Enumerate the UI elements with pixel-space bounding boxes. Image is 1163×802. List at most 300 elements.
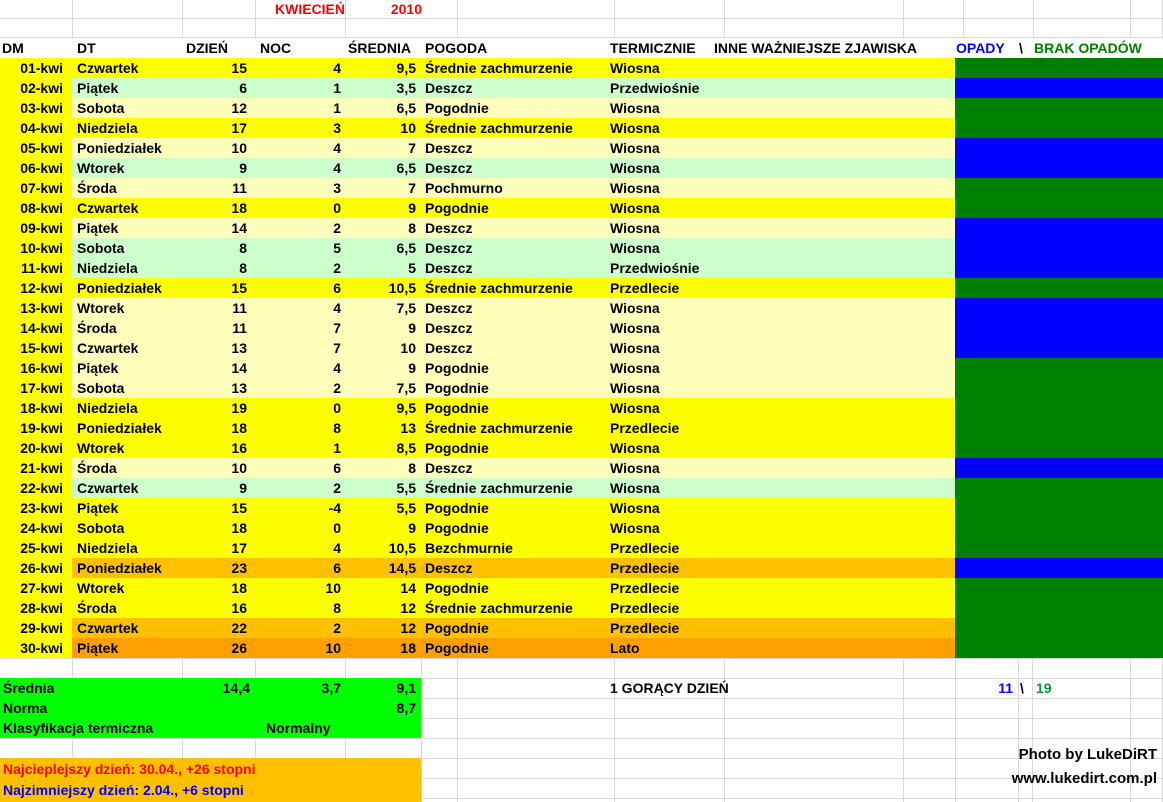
header-srednia[interactable]: ŚREDNIA bbox=[348, 40, 412, 56]
cell-date[interactable]: 15-kwi bbox=[0, 338, 72, 358]
cell-weather[interactable]: Pogodnie bbox=[425, 580, 489, 596]
precipitation-indicator[interactable] bbox=[955, 438, 1163, 458]
summary-avg-mean[interactable]: 9,1 bbox=[396, 680, 416, 696]
cell-day-name[interactable]: Piątek bbox=[77, 640, 119, 656]
cell-thermal[interactable]: Wiosna bbox=[610, 160, 660, 176]
table-row bbox=[0, 58, 1163, 78]
cell-avg-temp[interactable]: 8,5 bbox=[396, 440, 416, 456]
gridline bbox=[421, 658, 422, 802]
cell-date[interactable]: 03-kwi bbox=[0, 98, 72, 118]
cell-date[interactable]: 14-kwi bbox=[0, 318, 72, 338]
cell-date[interactable]: 01-kwi bbox=[0, 58, 72, 78]
table-row bbox=[0, 578, 1163, 598]
cell-night-temp[interactable]: 1 bbox=[333, 100, 341, 116]
cell-thermal[interactable]: Wiosna bbox=[610, 360, 660, 376]
cell-day-temp[interactable]: 6 bbox=[239, 80, 247, 96]
cell-weather[interactable]: Deszcz bbox=[425, 160, 473, 176]
gridline bbox=[182, 0, 183, 38]
cell-avg-temp[interactable]: 14 bbox=[400, 580, 416, 596]
table-row bbox=[0, 558, 1163, 578]
cell-date[interactable]: 19-kwi bbox=[0, 418, 72, 438]
cell-night-temp[interactable]: 10 bbox=[325, 640, 341, 656]
cell-night-temp[interactable]: 2 bbox=[333, 260, 341, 276]
cell-day-temp[interactable]: 9 bbox=[239, 160, 247, 176]
cell-weather[interactable]: Pogodnie bbox=[425, 200, 489, 216]
cell-avg-temp[interactable]: 7,5 bbox=[396, 380, 416, 396]
cell-day-name[interactable]: Czwartek bbox=[77, 340, 139, 356]
cell-thermal[interactable]: Przedlecie bbox=[610, 280, 680, 296]
cell-avg-temp[interactable]: 14,5 bbox=[388, 560, 416, 576]
precipitation-indicator[interactable] bbox=[955, 638, 1163, 658]
count-separator: \ bbox=[1020, 680, 1024, 696]
cell-day-temp[interactable]: 19 bbox=[231, 400, 247, 416]
precipitation-indicator[interactable] bbox=[955, 278, 1163, 298]
precipitation-indicator[interactable] bbox=[955, 538, 1163, 558]
cell-thermal[interactable]: Wiosna bbox=[610, 480, 660, 496]
cell-weather[interactable]: Średnie zachmurzenie bbox=[425, 480, 573, 496]
gridline bbox=[1033, 0, 1034, 38]
cell-date[interactable]: 26-kwi bbox=[0, 558, 72, 578]
table-row bbox=[0, 218, 1163, 238]
cell-date[interactable]: 16-kwi bbox=[0, 358, 72, 378]
cell-day-name[interactable]: Poniedziałek bbox=[77, 420, 162, 436]
cell-night-temp[interactable]: 4 bbox=[333, 360, 341, 376]
cell-day-name[interactable]: Sobota bbox=[77, 100, 125, 116]
cell-night-temp[interactable]: 10 bbox=[325, 580, 341, 596]
gridline bbox=[903, 658, 904, 802]
cell-thermal[interactable]: Wiosna bbox=[610, 460, 660, 476]
cell-weather[interactable]: Pogodnie bbox=[425, 380, 489, 396]
cell-avg-temp[interactable]: 9,5 bbox=[396, 60, 416, 76]
cell-thermal[interactable]: Wiosna bbox=[610, 100, 660, 116]
cell-day-name[interactable]: Środa bbox=[77, 460, 117, 476]
cell-avg-temp[interactable]: 10,5 bbox=[388, 280, 416, 296]
cell-day-name[interactable]: Poniedziałek bbox=[77, 280, 162, 296]
gridline bbox=[724, 0, 725, 38]
cell-day-name[interactable]: Czwartek bbox=[77, 200, 139, 216]
cell-day-temp[interactable]: 10 bbox=[231, 140, 247, 156]
precipitation-indicator[interactable] bbox=[955, 158, 1163, 178]
precipitation-indicator[interactable] bbox=[955, 298, 1163, 318]
cell-weather[interactable]: Średnie zachmurzenie bbox=[425, 60, 573, 76]
cell-thermal[interactable]: Wiosna bbox=[610, 340, 660, 356]
cell-day-name[interactable]: Piątek bbox=[77, 80, 119, 96]
precipitation-indicator[interactable] bbox=[955, 238, 1163, 258]
cell-weather[interactable]: Deszcz bbox=[425, 340, 473, 356]
precipitation-indicator[interactable] bbox=[955, 98, 1163, 118]
table-row bbox=[0, 518, 1163, 538]
header-noc[interactable]: NOC bbox=[260, 40, 292, 56]
gridline bbox=[457, 658, 458, 802]
cell-day-name[interactable]: Niedziela bbox=[77, 540, 138, 556]
cell-night-temp[interactable]: 6 bbox=[333, 280, 341, 296]
cell-night-temp[interactable]: 0 bbox=[333, 520, 341, 536]
cell-night-temp[interactable]: 7 bbox=[333, 320, 341, 336]
cell-day-temp[interactable]: 11 bbox=[232, 300, 247, 316]
cell-thermal[interactable]: Przedlecie bbox=[610, 620, 680, 636]
cell-day-temp[interactable]: 23 bbox=[231, 560, 247, 576]
cell-avg-temp[interactable]: 12 bbox=[400, 620, 416, 636]
cell-day-name[interactable]: Wtorek bbox=[77, 300, 125, 316]
cell-avg-temp[interactable]: 5 bbox=[408, 260, 416, 276]
cell-night-temp[interactable]: 2 bbox=[333, 220, 341, 236]
cell-day-name[interactable]: Środa bbox=[77, 180, 117, 196]
cell-weather[interactable]: Pogodnie bbox=[425, 360, 489, 376]
precipitation-indicator[interactable] bbox=[955, 58, 1163, 78]
precipitation-indicator[interactable] bbox=[955, 458, 1163, 478]
gridline bbox=[963, 0, 964, 38]
cell-day-temp[interactable]: 10 bbox=[231, 460, 247, 476]
cell-thermal[interactable]: Wiosna bbox=[610, 500, 660, 516]
cell-weather[interactable]: Średnie zachmurzenie bbox=[425, 420, 573, 436]
cell-weather[interactable]: Pogodnie bbox=[425, 620, 489, 636]
cell-date[interactable]: 29-kwi bbox=[0, 618, 72, 638]
cell-date[interactable]: 04-kwi bbox=[0, 118, 72, 138]
cell-thermal[interactable]: Wiosna bbox=[610, 380, 660, 396]
cell-thermal[interactable]: Wiosna bbox=[610, 300, 660, 316]
cell-night-temp[interactable]: 4 bbox=[333, 300, 341, 316]
precipitation-indicator[interactable] bbox=[955, 258, 1163, 278]
precipitation-indicator[interactable] bbox=[955, 378, 1163, 398]
cell-weather[interactable]: Pogodnie bbox=[425, 100, 489, 116]
cell-day-temp[interactable]: 16 bbox=[231, 440, 247, 456]
cell-date[interactable]: 09-kwi bbox=[0, 218, 72, 238]
cell-night-temp[interactable]: 5 bbox=[333, 240, 341, 256]
cell-day-temp[interactable]: 18 bbox=[231, 420, 247, 436]
cell-date[interactable]: 22-kwi bbox=[0, 478, 72, 498]
cell-day-temp[interactable]: 22 bbox=[231, 620, 247, 636]
cell-avg-temp[interactable]: 10 bbox=[400, 340, 416, 356]
cell-avg-temp[interactable]: 7 bbox=[408, 140, 416, 156]
cell-day-name[interactable]: Piątek bbox=[77, 360, 119, 376]
summary-classif-value[interactable]: Normalny bbox=[266, 720, 331, 736]
table-row bbox=[0, 538, 1163, 558]
cell-avg-temp[interactable]: 10,5 bbox=[388, 540, 416, 556]
cell-day-name[interactable]: Środa bbox=[77, 600, 117, 616]
month-title-cell[interactable]: KWIECIEŃ bbox=[275, 1, 345, 17]
cell-weather[interactable]: Deszcz bbox=[425, 320, 473, 336]
precipitation-indicator[interactable] bbox=[955, 398, 1163, 418]
cell-avg-temp[interactable]: 3,5 bbox=[396, 80, 416, 96]
cell-day-name[interactable]: Czwartek bbox=[77, 60, 139, 76]
summary-norm-label[interactable]: Norma bbox=[3, 700, 48, 716]
precipitation-indicator[interactable] bbox=[955, 78, 1163, 98]
cell-night-temp[interactable]: 3 bbox=[333, 180, 341, 196]
gridline bbox=[614, 0, 615, 38]
cell-date[interactable]: 21-kwi bbox=[0, 458, 72, 478]
cell-night-temp[interactable]: 8 bbox=[333, 600, 341, 616]
cell-weather[interactable]: Deszcz bbox=[425, 240, 473, 256]
cell-date[interactable]: 28-kwi bbox=[0, 598, 72, 618]
cell-night-temp[interactable]: 4 bbox=[333, 160, 341, 176]
summary-avg-night[interactable]: 3,7 bbox=[321, 680, 341, 696]
cell-weather[interactable]: Deszcz bbox=[425, 140, 473, 156]
cell-avg-temp[interactable]: 9 bbox=[408, 320, 416, 336]
cell-weather[interactable]: Deszcz bbox=[425, 300, 473, 316]
cell-night-temp[interactable]: 4 bbox=[333, 140, 341, 156]
cell-date[interactable]: 06-kwi bbox=[0, 158, 72, 178]
precipitation-indicator[interactable] bbox=[955, 318, 1163, 338]
cell-night-temp[interactable]: 2 bbox=[333, 480, 341, 496]
cell-night-temp[interactable]: 2 bbox=[333, 380, 341, 396]
cell-date[interactable]: 27-kwi bbox=[0, 578, 72, 598]
table-row bbox=[0, 338, 1163, 358]
header-dzien[interactable]: DZIEŃ bbox=[186, 40, 228, 56]
precipitation-indicator[interactable] bbox=[955, 218, 1163, 238]
summary-classif-label[interactable]: Klasyfikacja termiczna bbox=[3, 720, 154, 736]
cell-weather[interactable]: Średnie zachmurzenie bbox=[425, 600, 573, 616]
cell-day-name[interactable]: Sobota bbox=[77, 520, 125, 536]
precipitation-indicator[interactable] bbox=[955, 478, 1163, 498]
table-row bbox=[0, 298, 1163, 318]
cell-avg-temp[interactable]: 18 bbox=[400, 640, 416, 656]
cell-day-temp[interactable]: 13 bbox=[231, 380, 247, 396]
summary-avg-day[interactable]: 14,4 bbox=[222, 680, 250, 696]
header-pogoda[interactable]: POGODA bbox=[425, 40, 488, 56]
precipitation-indicator[interactable] bbox=[955, 498, 1163, 518]
cell-thermal[interactable]: Wiosna bbox=[610, 400, 660, 416]
cell-day-temp[interactable]: 8 bbox=[239, 240, 247, 256]
website-credit[interactable]: www.lukedirt.com.pl bbox=[1011, 770, 1157, 787]
coldest-day-note[interactable]: Najzimniejszy dzień: 2.04., +6 stopni bbox=[3, 782, 244, 798]
cell-thermal[interactable]: Wiosna bbox=[610, 180, 660, 196]
cell-thermal[interactable]: Wiosna bbox=[610, 120, 660, 136]
cell-date[interactable]: 05-kwi bbox=[0, 138, 72, 158]
table-row bbox=[0, 438, 1163, 458]
cell-day-name[interactable]: Wtorek bbox=[77, 580, 125, 596]
table-row bbox=[0, 618, 1163, 638]
cell-weather[interactable]: Średnie zachmurzenie bbox=[425, 120, 573, 136]
cell-avg-temp[interactable]: 10 bbox=[400, 120, 416, 136]
cell-thermal[interactable]: Wiosna bbox=[610, 240, 660, 256]
table-row bbox=[0, 258, 1163, 278]
table-row bbox=[0, 118, 1163, 138]
cell-thermal[interactable]: Wiosna bbox=[610, 440, 660, 456]
year-title-cell[interactable]: 2010 bbox=[390, 1, 422, 17]
cell-night-temp[interactable]: 4 bbox=[333, 540, 341, 556]
cell-weather[interactable]: Pogodnie bbox=[425, 640, 489, 656]
cell-weather[interactable]: Pogodnie bbox=[425, 520, 489, 536]
cell-weather[interactable]: Deszcz bbox=[425, 260, 473, 276]
precipitation-indicator[interactable] bbox=[955, 358, 1163, 378]
precipitation-indicator[interactable] bbox=[955, 418, 1163, 438]
cell-night-temp[interactable]: 2 bbox=[333, 620, 341, 636]
cell-avg-temp[interactable]: 9 bbox=[408, 200, 416, 216]
cell-night-temp[interactable]: 0 bbox=[333, 200, 341, 216]
cell-date[interactable]: 07-kwi bbox=[0, 178, 72, 198]
header-zjawiska[interactable]: INNE WAŻNIEJSZE ZJAWISKA bbox=[714, 40, 918, 56]
cell-day-temp[interactable]: 26 bbox=[231, 640, 247, 656]
summary-avg-label[interactable]: Średnia bbox=[3, 680, 55, 696]
cell-day-temp[interactable]: 13 bbox=[231, 340, 247, 356]
precipitation-indicator[interactable] bbox=[955, 578, 1163, 598]
cell-weather[interactable]: Deszcz bbox=[425, 80, 473, 96]
cell-day-name[interactable]: Niedziela bbox=[77, 260, 138, 276]
rain-days-count[interactable]: 11 bbox=[998, 680, 1013, 696]
precipitation-indicator[interactable] bbox=[955, 138, 1163, 158]
table-row bbox=[0, 158, 1163, 178]
cell-date[interactable]: 23-kwi bbox=[0, 498, 72, 518]
cell-night-temp[interactable]: 4 bbox=[333, 60, 341, 76]
precipitation-indicator[interactable] bbox=[955, 178, 1163, 198]
cell-day-name[interactable]: Poniedziałek bbox=[77, 560, 162, 576]
table-row bbox=[0, 278, 1163, 298]
cell-day-name[interactable]: Niedziela bbox=[77, 120, 138, 136]
cell-night-temp[interactable]: 1 bbox=[333, 80, 341, 96]
table-row bbox=[0, 198, 1163, 218]
hot-days-label[interactable]: 1 GORĄCY DZIEŃ bbox=[610, 680, 729, 696]
cell-day-name[interactable]: Sobota bbox=[77, 380, 125, 396]
cell-thermal[interactable]: Przedwiośnie bbox=[610, 80, 700, 96]
cell-date[interactable]: 11-kwi bbox=[0, 258, 72, 278]
header-termicznie[interactable]: TERMICZNIE bbox=[610, 40, 696, 56]
photo-credit[interactable]: Photo by LukeDiRT bbox=[1018, 746, 1157, 763]
cell-day-temp[interactable]: 18 bbox=[231, 520, 247, 536]
table-row bbox=[0, 358, 1163, 378]
cell-avg-temp[interactable]: 6,5 bbox=[396, 100, 416, 116]
cell-day-temp[interactable]: 15 bbox=[231, 280, 247, 296]
cell-thermal[interactable]: Przedlecie bbox=[610, 560, 680, 576]
cell-date[interactable]: 25-kwi bbox=[0, 538, 72, 558]
cell-weather[interactable]: Bezchmurnie bbox=[425, 540, 513, 556]
cell-day-name[interactable]: Środa bbox=[77, 320, 117, 336]
cell-day-name[interactable]: Wtorek bbox=[77, 440, 125, 456]
cell-weather[interactable]: Pogodnie bbox=[425, 440, 489, 456]
cell-avg-temp[interactable]: 9,5 bbox=[396, 400, 416, 416]
header-brak-opadow[interactable]: BRAK OPADÓW bbox=[1034, 40, 1142, 56]
gridline bbox=[457, 0, 458, 38]
cell-day-temp[interactable]: 15 bbox=[231, 500, 247, 516]
cell-thermal[interactable]: Wiosna bbox=[610, 60, 660, 76]
precipitation-indicator[interactable] bbox=[955, 618, 1163, 638]
cell-day-name[interactable]: Czwartek bbox=[77, 620, 139, 636]
cell-avg-temp[interactable]: 9 bbox=[408, 520, 416, 536]
warmest-day-note[interactable]: Najcieplejszy dzień: 30.04., +26 stopni bbox=[3, 761, 256, 777]
cell-thermal[interactable]: Wiosna bbox=[610, 200, 660, 216]
cell-date[interactable]: 18-kwi bbox=[0, 398, 72, 418]
cell-date[interactable]: 13-kwi bbox=[0, 298, 72, 318]
cell-night-temp[interactable]: -4 bbox=[328, 500, 341, 516]
cell-day-name[interactable]: Poniedziałek bbox=[77, 140, 162, 156]
cell-thermal[interactable]: Przedwiośnie bbox=[610, 260, 700, 276]
cell-thermal[interactable]: Przedlecie bbox=[610, 580, 680, 596]
cell-weather[interactable]: Deszcz bbox=[425, 220, 473, 236]
gridline bbox=[0, 18, 1163, 19]
cell-night-temp[interactable]: 3 bbox=[333, 120, 341, 136]
table-row bbox=[0, 458, 1163, 478]
cell-date[interactable]: 10-kwi bbox=[0, 238, 72, 258]
summary-norm-value[interactable]: 8,7 bbox=[396, 700, 416, 716]
table-row bbox=[0, 598, 1163, 618]
cell-date[interactable]: 12-kwi bbox=[0, 278, 72, 298]
cell-weather[interactable]: Pogodnie bbox=[425, 400, 489, 416]
cell-weather[interactable]: Średnie zachmurzenie bbox=[425, 280, 573, 296]
header-dt[interactable]: DT bbox=[77, 40, 96, 56]
cell-thermal[interactable]: Lato bbox=[610, 640, 640, 656]
cell-thermal[interactable]: Wiosna bbox=[610, 320, 660, 336]
cell-day-name[interactable]: Niedziela bbox=[77, 400, 138, 416]
header-opady[interactable]: OPADY bbox=[956, 40, 1005, 56]
precipitation-indicator[interactable] bbox=[955, 198, 1163, 218]
cell-day-temp[interactable]: 16 bbox=[231, 600, 247, 616]
cell-day-name[interactable]: Piątek bbox=[77, 500, 119, 516]
cell-weather[interactable]: Pochmurno bbox=[425, 180, 503, 196]
cell-day-temp[interactable]: 17 bbox=[231, 120, 247, 136]
cell-avg-temp[interactable]: 8 bbox=[408, 220, 416, 236]
dry-days-count[interactable]: 19 bbox=[1036, 680, 1052, 696]
cell-thermal[interactable]: Wiosna bbox=[610, 140, 660, 156]
cell-night-temp[interactable]: 0 bbox=[333, 400, 341, 416]
cell-day-temp[interactable]: 8 bbox=[239, 260, 247, 276]
cell-day-temp[interactable]: 12 bbox=[231, 100, 247, 116]
cell-date[interactable]: 20-kwi bbox=[0, 438, 72, 458]
cell-day-name[interactable]: Wtorek bbox=[77, 160, 125, 176]
cell-date[interactable]: 30-kwi bbox=[0, 638, 72, 658]
cell-thermal[interactable]: Przedlecie bbox=[610, 600, 680, 616]
cell-thermal[interactable]: Wiosna bbox=[610, 220, 660, 236]
cell-day-temp[interactable]: 15 bbox=[231, 60, 247, 76]
cell-weather[interactable]: Pogodnie bbox=[425, 500, 489, 516]
header-dm[interactable]: DM bbox=[2, 40, 24, 56]
cell-thermal[interactable]: Przedlecie bbox=[610, 540, 680, 556]
header-separator: \ bbox=[1019, 40, 1023, 56]
precipitation-indicator[interactable] bbox=[955, 518, 1163, 538]
cell-day-temp[interactable]: 11 bbox=[232, 320, 247, 336]
cell-night-temp[interactable]: 6 bbox=[333, 460, 341, 476]
cell-night-temp[interactable]: 8 bbox=[333, 420, 341, 436]
cell-day-temp[interactable]: 11 bbox=[232, 180, 247, 196]
cell-day-name[interactable]: Czwartek bbox=[77, 480, 139, 496]
cell-night-temp[interactable]: 7 bbox=[333, 340, 341, 356]
cell-avg-temp[interactable]: 6,5 bbox=[396, 240, 416, 256]
cell-night-temp[interactable]: 1 bbox=[333, 440, 341, 456]
cell-day-temp[interactable]: 18 bbox=[231, 200, 247, 216]
cell-day-temp[interactable]: 14 bbox=[231, 220, 247, 236]
cell-avg-temp[interactable]: 5,5 bbox=[396, 480, 416, 496]
gridline bbox=[903, 0, 904, 38]
cell-night-temp[interactable]: 6 bbox=[333, 560, 341, 576]
cell-day-temp[interactable]: 17 bbox=[231, 540, 247, 556]
cell-day-name[interactable]: Piątek bbox=[77, 220, 119, 236]
gridline bbox=[72, 0, 73, 38]
cell-avg-temp[interactable]: 7 bbox=[408, 180, 416, 196]
cell-thermal[interactable]: Przedlecie bbox=[610, 420, 680, 436]
cell-avg-temp[interactable]: 6,5 bbox=[396, 160, 416, 176]
precipitation-indicator[interactable] bbox=[955, 558, 1163, 578]
cell-day-temp[interactable]: 14 bbox=[231, 360, 247, 376]
cell-thermal[interactable]: Wiosna bbox=[610, 520, 660, 536]
cell-avg-temp[interactable]: 13 bbox=[400, 420, 416, 436]
cell-date[interactable]: 08-kwi bbox=[0, 198, 72, 218]
cell-avg-temp[interactable]: 12 bbox=[400, 600, 416, 616]
cell-avg-temp[interactable]: 7,5 bbox=[396, 300, 416, 316]
cell-date[interactable]: 24-kwi bbox=[0, 518, 72, 538]
precipitation-indicator[interactable] bbox=[955, 338, 1163, 358]
cell-weather[interactable]: Deszcz bbox=[425, 460, 473, 476]
cell-day-temp[interactable]: 9 bbox=[239, 480, 247, 496]
precipitation-indicator[interactable] bbox=[955, 118, 1163, 138]
cell-day-temp[interactable]: 18 bbox=[231, 580, 247, 596]
cell-date[interactable]: 17-kwi bbox=[0, 378, 72, 398]
cell-avg-temp[interactable]: 9 bbox=[408, 360, 416, 376]
cell-avg-temp[interactable]: 8 bbox=[408, 460, 416, 476]
table-row bbox=[0, 78, 1163, 98]
cell-day-name[interactable]: Sobota bbox=[77, 240, 125, 256]
cell-weather[interactable]: Deszcz bbox=[425, 560, 473, 576]
cell-date[interactable]: 02-kwi bbox=[0, 78, 72, 98]
precipitation-indicator[interactable] bbox=[955, 598, 1163, 618]
cell-avg-temp[interactable]: 5,5 bbox=[396, 500, 416, 516]
